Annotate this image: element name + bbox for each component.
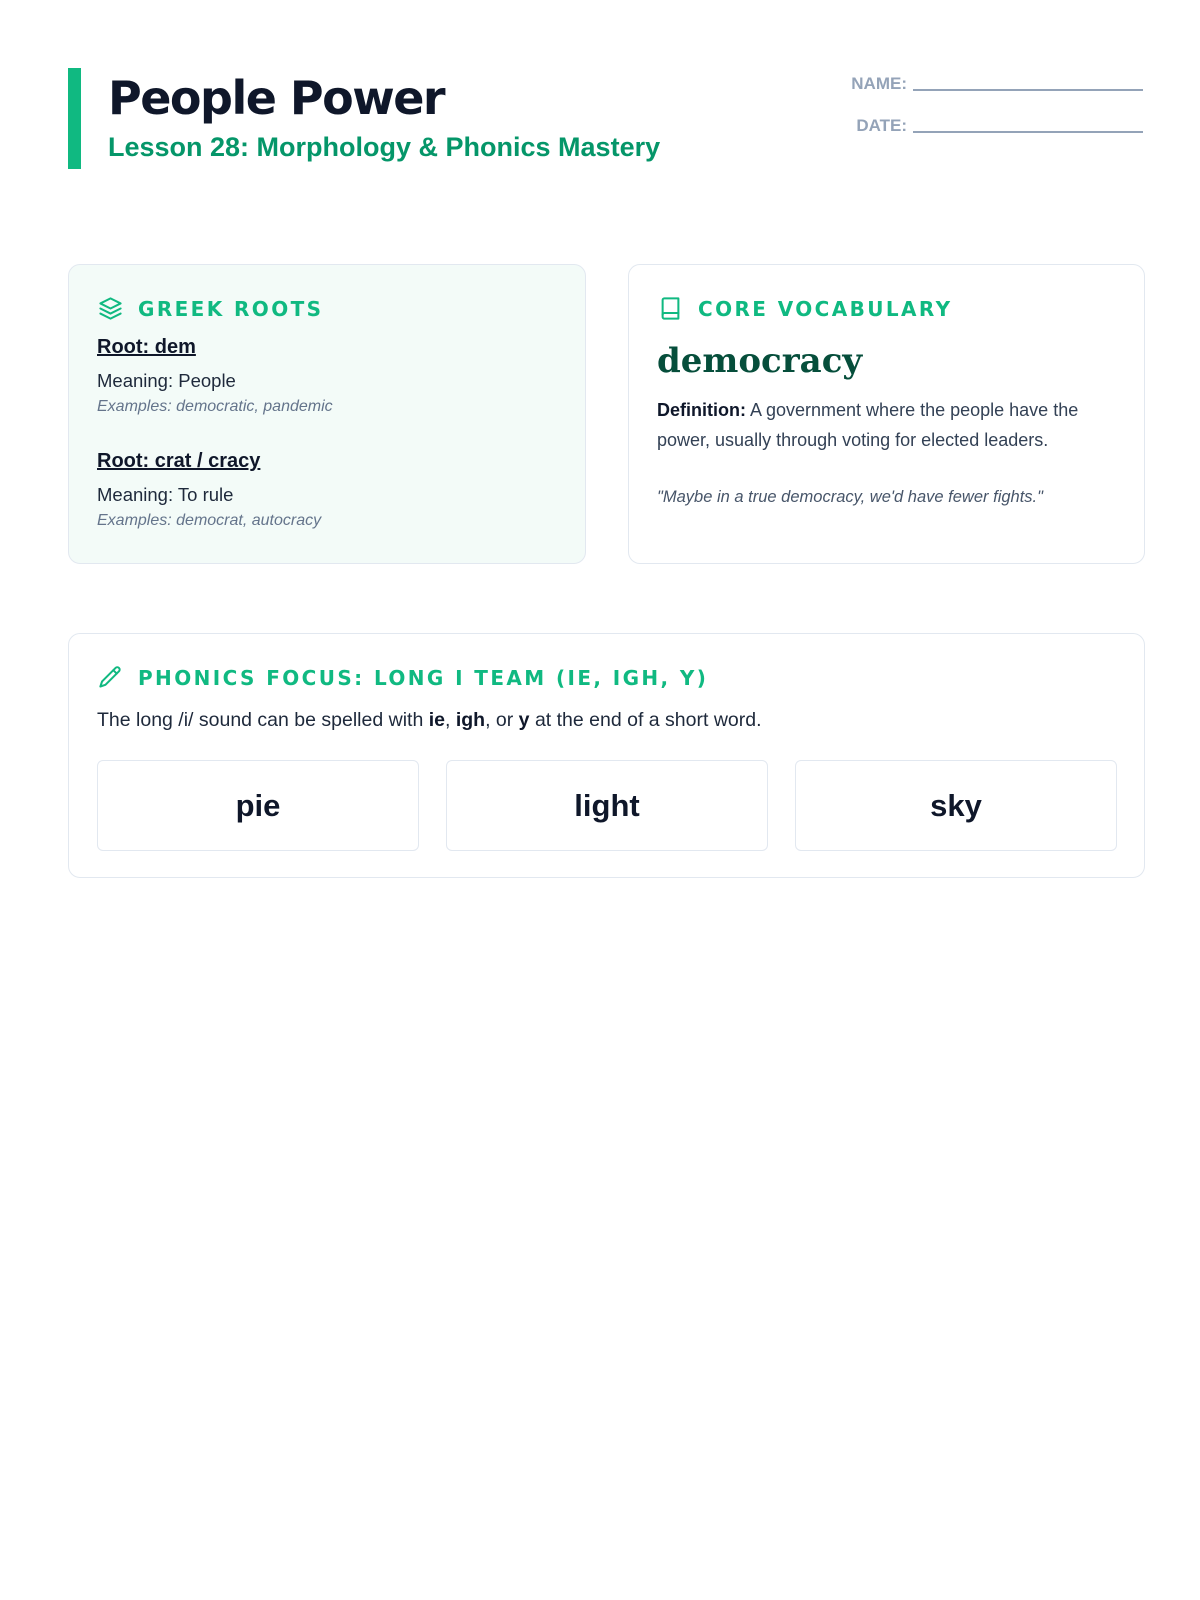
definition-text: A government where the people have the power, usually through voting for elected leaders.: [657, 400, 1079, 450]
desc-text: at the end of a short word.: [529, 709, 762, 731]
pencil-icon: [97, 664, 124, 691]
vocab-word: democracy: [657, 341, 863, 381]
book-icon: [657, 295, 684, 322]
name-label: NAME:: [851, 74, 907, 93]
root-item-crat: [97, 448, 321, 532]
phonics-description: [97, 706, 762, 734]
date-blank-line[interactable]: [913, 131, 1143, 133]
core-vocabulary-header: [657, 295, 953, 322]
core-vocabulary-card: [628, 264, 1145, 564]
root-examples: Examples: democrat, autocracy: [97, 512, 322, 529]
spelling-ie: ie: [428, 709, 445, 731]
name-row: [823, 68, 1143, 94]
root-meaning: Meaning: To rule: [97, 484, 234, 505]
vocab-example-quote: "Maybe in a true democracy, we'd have fewer fights.": [657, 488, 1043, 506]
phonics-focus-header: [97, 664, 708, 691]
desc-text: ,: [444, 709, 456, 731]
root-examples: Examples: democratic, pandemic: [97, 398, 333, 415]
worksheet-header: [68, 68, 1143, 169]
phonics-focus-card: [68, 633, 1145, 878]
root-title: Root: dem: [97, 336, 196, 358]
spelling-y: y: [518, 709, 530, 731]
lesson-subtitle: Lesson 28: Morphology & Phonics Mastery: [108, 132, 661, 162]
page-title: People Power: [108, 71, 445, 125]
layers-icon: [97, 295, 124, 322]
root-meaning: Meaning: People: [97, 370, 236, 391]
desc-text: , or: [485, 709, 519, 731]
greek-roots-card: [68, 264, 586, 564]
greek-roots-header: [97, 295, 323, 322]
student-info: [823, 68, 1143, 152]
root-title: Root: crat / cracy: [97, 450, 261, 472]
header-accent-bar: [68, 68, 81, 169]
name-blank-line[interactable]: [913, 89, 1143, 91]
word-card-sky: sky: [795, 760, 1117, 851]
core-vocabulary-heading: CORE VOCABULARY: [698, 296, 953, 321]
word-card-pie: pie: [97, 760, 419, 851]
phonics-focus-heading: PHONICS FOCUS: LONG I TEAM (IE, IGH, Y): [138, 665, 709, 690]
greek-roots-heading: GREEK ROOTS: [138, 296, 324, 321]
vocab-definition: [657, 395, 1127, 455]
word-card-light: light: [446, 760, 768, 851]
date-label: DATE:: [856, 116, 907, 135]
root-item-dem: [97, 334, 333, 418]
spelling-igh: igh: [455, 709, 486, 731]
desc-text: The long /i/ sound can be spelled with: [97, 709, 429, 731]
date-row: [823, 110, 1143, 136]
definition-label: Definition:: [657, 400, 746, 420]
